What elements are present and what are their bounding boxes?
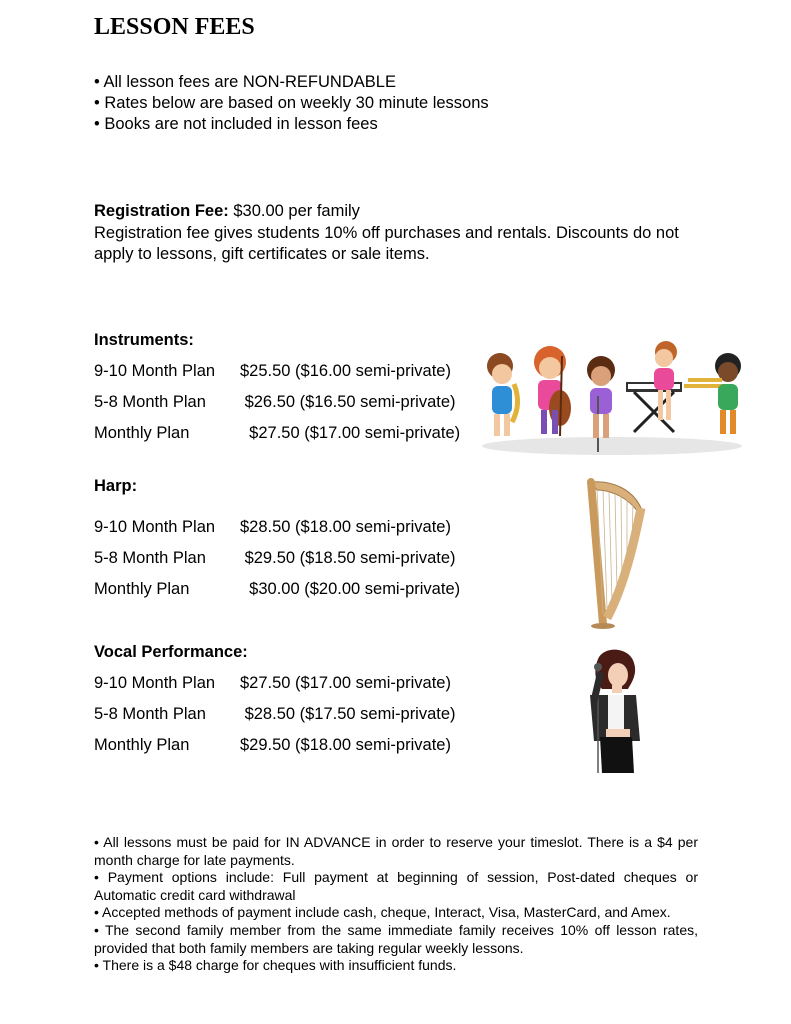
plan-name: Monthly Plan bbox=[94, 424, 190, 442]
footer-bullet: • The second family member from the same immediate family receives 10% off lesson rates, provided that both family members are taking regular weekly lessons. bbox=[94, 921, 698, 956]
plan-price: $27.50 ($17.00 semi-private) bbox=[240, 674, 451, 692]
footer-bullet: • There is a $48 charge for cheques with insufficient funds. bbox=[94, 957, 457, 974]
registration-value: $30.00 per family bbox=[228, 202, 360, 220]
kids-instruments-illustration bbox=[478, 336, 746, 458]
footer-bullet: • All lessons must be paid for IN ADVANCE in order to reserve your timeslot. There is a $4 per month charge for late payments. bbox=[94, 834, 698, 868]
footer-bullet: • Accepted methods of payment include cash, cheque, Interact, Visa, MasterCard, and Amex. bbox=[94, 904, 671, 921]
fee-row bbox=[94, 674, 451, 693]
intro-bullets bbox=[94, 72, 489, 135]
fee-row bbox=[94, 580, 460, 599]
plan-price: $28.50 ($17.50 semi-private) bbox=[240, 705, 456, 723]
section-heading-vocal: Vocal Performance: bbox=[94, 643, 248, 661]
section-heading-instruments: Instruments: bbox=[94, 331, 194, 349]
fee-row bbox=[94, 705, 456, 724]
intro-bullet: • Rates below are based on weekly 30 minute lessons bbox=[94, 94, 489, 112]
plan-name: Monthly Plan bbox=[94, 580, 190, 598]
plan-name: 9-10 Month Plan bbox=[94, 362, 216, 380]
plan-price: $25.50 ($16.00 semi-private) bbox=[240, 362, 451, 380]
registration-note: Registration fee gives students 10% off purchases and rentals. Discounts do not apply to lessons, gift certificates or sale items. bbox=[94, 223, 679, 263]
plan-price: $26.50 ($16.50 semi-private) bbox=[240, 393, 456, 411]
singer-illustration bbox=[576, 645, 650, 773]
fee-row bbox=[94, 518, 451, 537]
fee-row bbox=[94, 549, 456, 568]
footer-bullet: • Payment options include: Full payment at beginning of session, Post-dated cheques or Automatic credit card withdrawal bbox=[94, 869, 698, 903]
section-heading-harp: Harp: bbox=[94, 477, 138, 495]
plan-name: 9-10 Month Plan bbox=[94, 518, 216, 536]
plan-price: $30.00 ($20.00 semi-private) bbox=[240, 580, 461, 598]
page-title: LESSON FEES bbox=[94, 14, 255, 40]
plan-name: 5-8 Month Plan bbox=[94, 549, 206, 567]
plan-name: 5-8 Month Plan bbox=[94, 393, 206, 411]
plan-price: $27.50 ($17.00 semi-private) bbox=[240, 424, 461, 442]
fee-row bbox=[94, 424, 460, 443]
plan-price: $29.50 ($18.00 semi-private) bbox=[240, 736, 451, 754]
intro-bullet: • Books are not included in lesson fees bbox=[94, 115, 378, 133]
fee-row bbox=[94, 393, 456, 412]
registration-label: Registration Fee: bbox=[94, 202, 229, 220]
footer-notes bbox=[94, 834, 698, 975]
fee-row bbox=[94, 736, 451, 755]
fee-row bbox=[94, 362, 451, 381]
plan-name: Monthly Plan bbox=[94, 736, 190, 754]
registration-block bbox=[94, 201, 694, 266]
plan-price: $28.50 ($18.00 semi-private) bbox=[240, 518, 451, 536]
plan-name: 9-10 Month Plan bbox=[94, 674, 216, 692]
harp-illustration bbox=[583, 478, 647, 630]
plan-price: $29.50 ($18.50 semi-private) bbox=[240, 549, 456, 567]
plan-name: 5-8 Month Plan bbox=[94, 705, 206, 723]
intro-bullet: • All lesson fees are NON-REFUNDABLE bbox=[94, 73, 396, 91]
